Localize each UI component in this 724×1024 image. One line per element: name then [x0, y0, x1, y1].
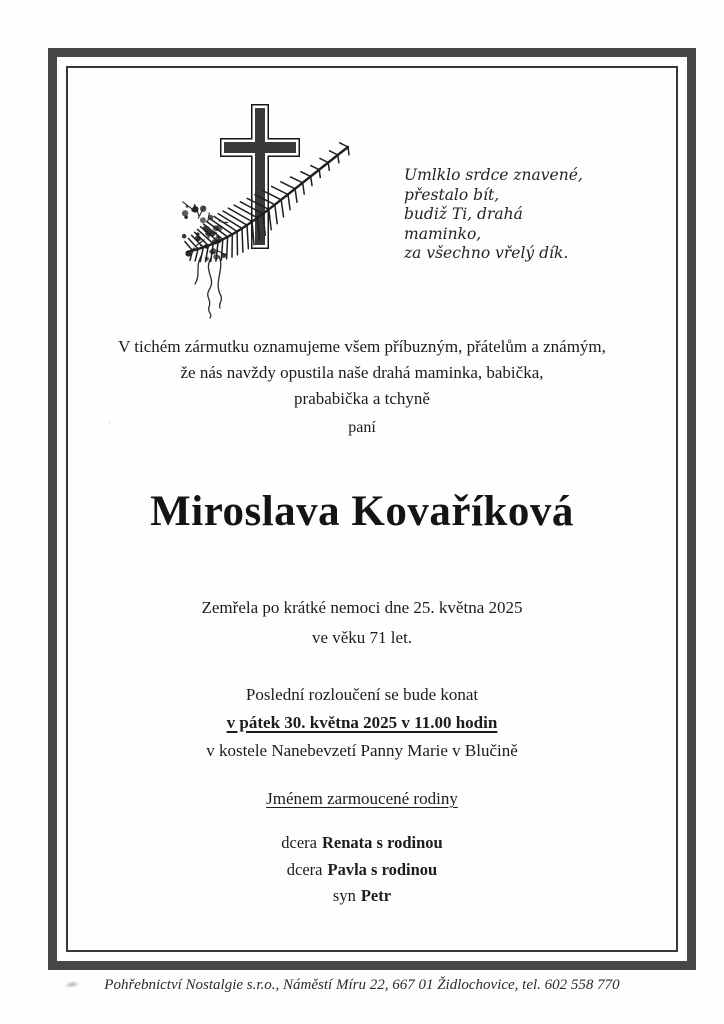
- death-info: [70, 593, 654, 653]
- death-age-line: ve věku 71 let.: [311, 628, 413, 647]
- verse-line: budiž Ti, drahá maminko,: [404, 205, 523, 243]
- death-date-line: Zemřela po krátké nemoci dne 25. května 2025: [201, 598, 523, 617]
- funeral-intro-line: Poslední rozloučení se bude konat: [245, 685, 479, 704]
- scan-dot-artifact: ˙: [108, 420, 111, 430]
- member-name: Petr: [360, 886, 392, 905]
- announcement-line: že nás navždy opustila naše drahá maminka, babička,: [180, 363, 544, 382]
- member-relation: dcera: [281, 833, 317, 852]
- funeral-place-line: v kostele Nanebevzetí Panny Marie v Blučině: [206, 741, 518, 760]
- memorial-verse: [404, 166, 594, 264]
- deceased-name: Miroslava Kovaříková: [150, 488, 574, 535]
- cross-palm-illustration: [165, 90, 375, 320]
- verse-line: Umlklo srdce znavené,: [404, 166, 583, 184]
- member-relation: dcera: [286, 859, 323, 879]
- funeral-info: [70, 681, 654, 765]
- verse-line: přestalo bít,: [404, 185, 500, 204]
- tendrils: [195, 256, 221, 318]
- funeral-home-footer: Pohřebnictví Nostalgie s.r.o., Náměstí Míru 22, 667 01 Židlochovice, tel. 602 558 770: [104, 977, 620, 993]
- member-name: Renata s rodinou: [321, 833, 443, 852]
- member-relation: syn: [332, 886, 356, 905]
- verse-line: za všechno vřelý dík.: [404, 244, 569, 262]
- funeral-date-line: v pátek 30. května 2025 v 11.00 hodin: [226, 713, 498, 732]
- family-member-row: [70, 857, 654, 884]
- announcement-paragraph: [70, 334, 654, 412]
- family-member-row: [70, 883, 654, 910]
- family-member-row: [70, 830, 654, 857]
- member-name: Pavla s rodinou: [327, 859, 438, 879]
- family-list: [70, 830, 654, 910]
- cross-and-palm-icon: [165, 90, 375, 320]
- salutation: paní: [348, 419, 376, 436]
- family-heading: Jménem zarmoucené rodiny: [266, 789, 458, 808]
- announcement-line: V tichém zármutku oznamujeme všem příbuzným, přátelům a známým,: [118, 337, 606, 356]
- announcement-line: prababička a tchyně: [294, 389, 430, 408]
